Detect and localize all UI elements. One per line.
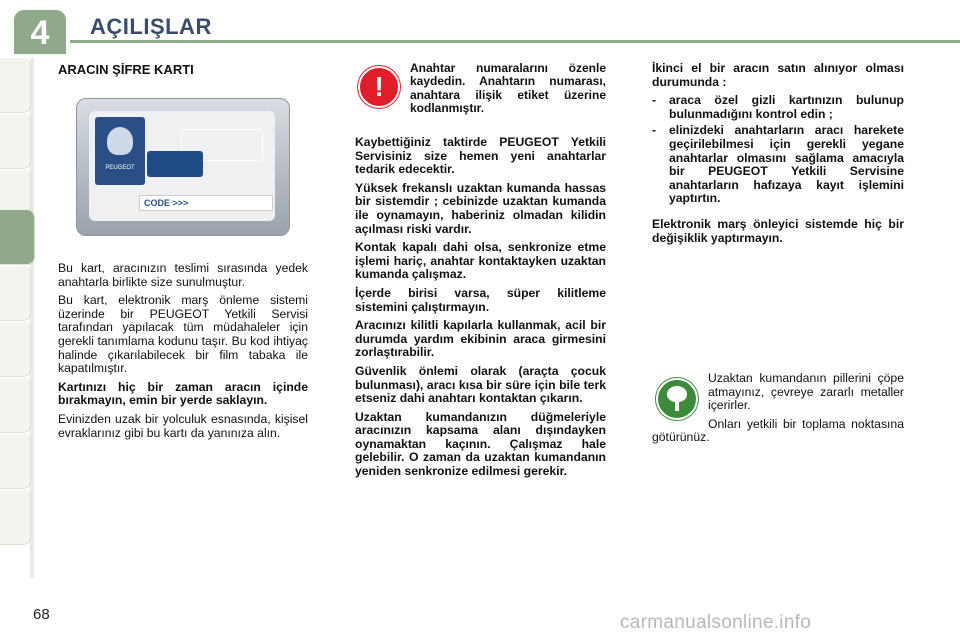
card-code-label: CODE >>> xyxy=(139,195,273,211)
list-item: - araca özel gizli kartınızın bulunup bulunmadığını kontrol edin ; xyxy=(652,94,904,121)
code-card-illustration xyxy=(76,98,290,236)
header-rule xyxy=(70,40,960,43)
side-tab-1[interactable] xyxy=(0,58,31,113)
list-item: - elinizdeki anahtarların aracı harekete geçirilebilmesi için gerekli yegane anahtarlar olmasını sağlama amacıyla bir PEUGEOT Yetkili Servisine anahtarların hafızaya kayıt işlemini yaptırtın. xyxy=(652,124,904,206)
page-title: AÇILIŞLAR xyxy=(90,14,212,39)
eco-paragraph: Uzaktan kumandanın pillerini çöpe atmayınız, çevreye zararlı metaller içerirler. xyxy=(708,371,904,413)
page-number: 68 xyxy=(33,606,50,623)
side-tab-4-active[interactable] xyxy=(0,210,35,265)
middle-column-text xyxy=(355,136,606,484)
peugeot-lion-icon xyxy=(107,127,133,155)
side-tab-5[interactable] xyxy=(0,266,31,321)
watermark: carmanualsonline.info xyxy=(620,612,812,633)
paragraph: Evinizden uzak bir yolculuk esnasında, kişisel evraklarınız gibi bu kartı da yanınıza alın. xyxy=(58,411,308,440)
paragraph: Kaybettiğiniz taktirde PEUGEOT Yetkili Servisiniz size hemen yeni anahtarlar tedarik edecektir. xyxy=(355,135,606,177)
card-brand-text: PEUGEOT xyxy=(105,165,135,171)
eco-paragraph: Onları yetkili bir toplama noktasına götürünüz. xyxy=(652,416,904,445)
paragraph-bold: Kartınızı hiç bir zaman aracın içinde bırakmayın, emin bir yerde saklayın. xyxy=(58,379,308,408)
side-tab-2[interactable] xyxy=(0,114,31,169)
paragraph: Bu kart, elektronik marş önleme sistemi üzerinde bir PEUGEOT Yetkili Servisi tarafından yapılacak tüm müdahaleler için gerekli tanımlama kodunu taşır. Bu kod ihtiyaç halinde çıkarılabilecek bir film tabaka ile kapatılmıştır. xyxy=(58,293,308,376)
note-text: Elektronik marş önleyici sistemde hiç bir değişiklik yaptırmayın. xyxy=(652,216,904,245)
left-column-text xyxy=(58,262,308,445)
section-title: ARACIN ŞİFRE KARTI xyxy=(58,62,194,77)
warning-text: Anahtar numaralarını özenle kaydedin. Anahtarın numarası, anahtara ilişik etiket üzerine kodlanmıştır. xyxy=(410,61,606,116)
tree-trunk-icon xyxy=(675,401,679,411)
paragraph: İçerde birisi varsa, süper kilitleme sistemini çalıştırmayın. xyxy=(355,285,606,314)
paragraph: Yüksek frekanslı uzaktan kumanda hassas bir sistemdir ; cebinizde uzaktan kumanda ile oynamayın, haberiniz olmadan kilidin açılması riski vardır. xyxy=(355,180,606,236)
chapter-number-badge: 4 xyxy=(14,10,66,54)
tree-crown-icon xyxy=(667,386,687,402)
paragraph: Bu kart, aracınızın teslimi sırasında yedek anahtarla birlikte size sunulmuştur. xyxy=(58,261,308,289)
side-tab-8[interactable] xyxy=(0,434,31,489)
paragraph: Güvenlik önlemi olarak (araçta çocuk bulunması), aracı kısa bir süre için bile terk etseniz dahi anahtarı kontaktan çıkarın. xyxy=(355,363,606,406)
bullet-list xyxy=(652,94,904,206)
intro-text: İkinci el bir aracın satın alınıyor olması durumunda : xyxy=(652,61,904,89)
side-tab-9[interactable] xyxy=(0,490,31,545)
paragraph: Aracınızı kilitli kapılarla kullanmak, acil bir durumda yardım ekibinin araca girmesini zorlaştırabilir. xyxy=(355,318,606,360)
paragraph: Kontak kapalı dahi olsa, senkronize etme işlemi hariç, anahtar kontaktayken uzaktan kumanda çalışmaz. xyxy=(355,240,606,282)
recycle-tree-icon xyxy=(656,378,698,420)
card-key-graphic xyxy=(147,151,203,177)
warning-icon: ! xyxy=(358,66,400,108)
card-face xyxy=(89,111,275,221)
card-logo-panel xyxy=(95,117,145,185)
right-column-text xyxy=(652,62,904,250)
side-tab-6[interactable] xyxy=(0,322,31,377)
paragraph: Uzaktan kumandanızın düğmeleriyle aracınızın kapsama alanı dışındayken oynamaktan kaçının. Çalışmaz hale gelebilir. O zaman da uzaktan kumandanın yeniden senkronize edilmesi gerekir. xyxy=(355,409,606,479)
side-tab-7[interactable] xyxy=(0,378,31,433)
